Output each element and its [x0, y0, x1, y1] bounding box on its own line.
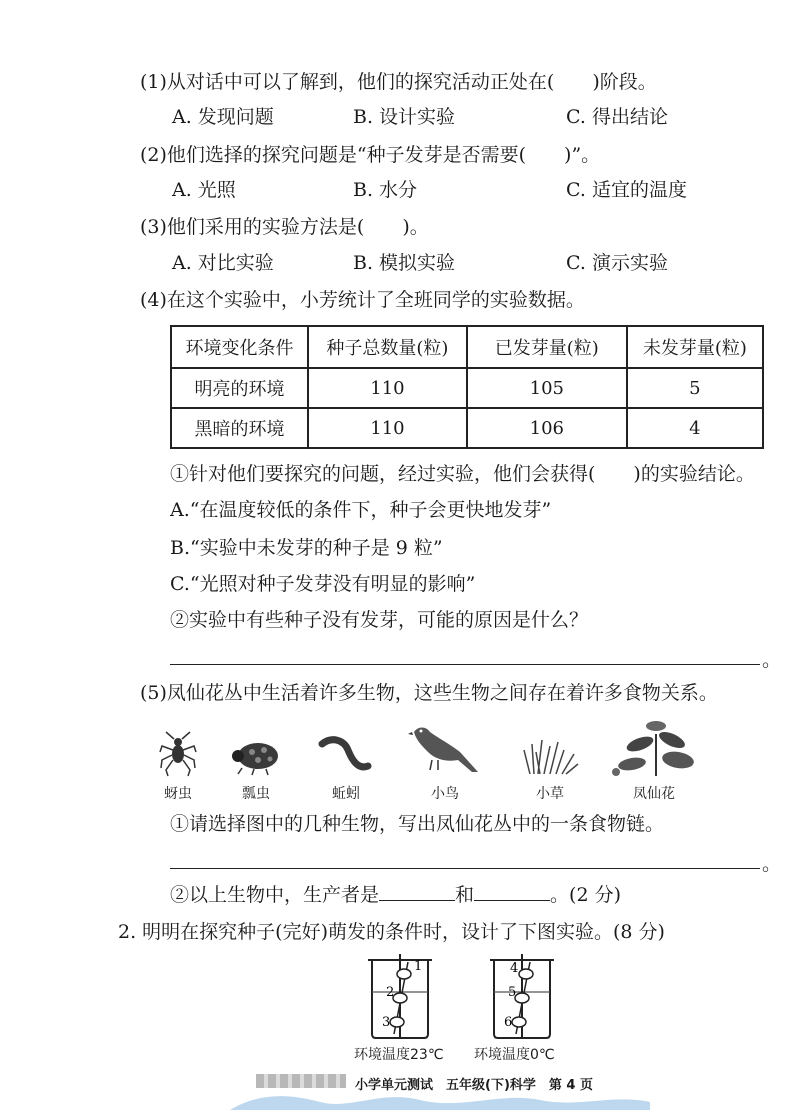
- organism-label: 蚜虫: [164, 786, 192, 802]
- period-mark: 。: [762, 649, 782, 671]
- answer-line[interactable]: [170, 868, 760, 869]
- seed-label: 3: [382, 1015, 391, 1030]
- aphid-figure: [156, 730, 200, 802]
- beaker-1: [364, 954, 436, 1044]
- table-cell: 明亮的环境: [171, 368, 308, 408]
- bird-figure: [408, 722, 482, 802]
- table-row: [171, 408, 763, 448]
- q1-sub5-stem: (5)凤仙花丛中生活着许多生物，这些生物之间存在着许多食物关系。: [140, 682, 718, 704]
- table-cell: 110: [308, 368, 467, 408]
- grass-icon: [520, 730, 580, 778]
- seed-label: 2: [386, 985, 395, 1000]
- q1-sub1-stem: (1)从对话中可以了解到，他们的探究活动正处在( )阶段。: [140, 71, 657, 93]
- aphid-icon: [156, 730, 200, 778]
- q1-sub4-stem: (4)在这个实验中，小芳统计了全班同学的实验数据。: [140, 289, 585, 311]
- q1-sub3-stem: (3)他们采用的实验方法是( )。: [140, 216, 429, 238]
- beaker-0c-icon: [486, 954, 558, 1040]
- seed-label: 4: [510, 961, 519, 976]
- q1-sub3-option-a: A. 对比实验: [172, 252, 274, 274]
- ladybug-figure: [228, 730, 284, 802]
- producer-and: 和: [455, 884, 475, 906]
- table-cell: 110: [308, 408, 467, 448]
- organism-label: 蚯蚓: [332, 786, 360, 802]
- table-header-cell: 种子总数量(粒): [308, 326, 467, 368]
- table-cell: 4: [627, 408, 763, 448]
- beaker-2: [486, 954, 558, 1044]
- blurred-logo: [256, 1074, 346, 1088]
- beaker-23c-icon: [364, 954, 436, 1040]
- organism-label: 凤仙花: [633, 786, 675, 802]
- table-cell: 黑暗的环境: [171, 408, 308, 448]
- organism-label: 小鸟: [431, 786, 459, 802]
- q1-sub4-option-c: C.“光照对种子发芽没有明显的影响”: [170, 573, 476, 595]
- beaker-2-caption: 环境温度0℃: [474, 1047, 555, 1063]
- table-cell: 5: [627, 368, 763, 408]
- earthworm-icon: [318, 730, 374, 778]
- q1-sub2-option-b: B. 水分: [353, 179, 418, 201]
- q1-sub4-option-a: A.“在温度较低的条件下，种子会更快地发芽”: [170, 499, 552, 521]
- page-footer: 小学单元测试 五年级(下)科学 第 4 页: [355, 1078, 593, 1093]
- q1-sub3-option-b: B. 模拟实验: [353, 252, 456, 274]
- q2-stem: 2. 明明在探究种子(完好)萌发的条件时，设计了下图实验。(8 分): [118, 921, 665, 943]
- table-header-cell: 未发芽量(粒): [627, 326, 763, 368]
- q1-sub1-option-b: B. 设计实验: [353, 106, 456, 128]
- table-header-cell: 已发芽量(粒): [467, 326, 627, 368]
- ladybug-icon: [228, 730, 284, 778]
- producer-blank-2[interactable]: [474, 882, 550, 901]
- q1-sub1-option-a: A. 发现问题: [172, 106, 274, 128]
- table-row: [171, 368, 763, 408]
- period-mark: 。: [762, 853, 782, 875]
- balsam-flower-figure: [606, 714, 702, 802]
- q1-sub4-part2: ②实验中有些种子没有发芽，可能的原因是什么？: [170, 609, 589, 631]
- answer-line[interactable]: [170, 664, 760, 665]
- bird-icon: [408, 722, 482, 778]
- grass-figure: [520, 730, 580, 802]
- table-cell: 106: [467, 408, 627, 448]
- q1-sub5-part1: ①请选择图中的几种生物，写出凤仙花丛中的一条食物链。: [170, 813, 665, 835]
- table-header-cell: 环境变化条件: [171, 326, 308, 368]
- organism-label: 小草: [536, 786, 564, 802]
- table-header-row: [171, 326, 763, 368]
- q1-sub2-stem: (2)他们选择的探究问题是“种子发芽是否需要( )”。: [140, 144, 601, 166]
- q1-sub2-option-a: A. 光照: [172, 179, 236, 201]
- q1-sub2-option-c: C. 适宜的温度: [566, 179, 687, 201]
- organism-label: 瓢虫: [242, 786, 270, 802]
- seed-label: 1: [414, 959, 423, 974]
- wave-decoration-icon: [230, 1088, 650, 1110]
- q1-sub5-part2: [170, 882, 621, 907]
- table-cell: 105: [467, 368, 627, 408]
- q1-sub4-option-b: B.“实验中未发芽的种子是 9 粒”: [170, 537, 443, 559]
- balsam-flower-icon: [606, 714, 702, 778]
- producer-prompt: ②以上生物中，生产者是: [170, 884, 380, 906]
- producer-blank-1[interactable]: [379, 882, 455, 901]
- seed-data-table: [170, 325, 764, 449]
- q1-sub3-option-c: C. 演示实验: [566, 252, 668, 274]
- beaker-1-caption: 环境温度23℃: [354, 1047, 444, 1063]
- producer-suffix: 。(2 分): [550, 884, 621, 906]
- q1-sub4-part1: ①针对他们要探究的问题，经过实验，他们会获得( )的实验结论。: [170, 463, 755, 485]
- q1-sub1-option-c: C. 得出结论: [566, 106, 668, 128]
- seed-label: 6: [504, 1015, 513, 1030]
- earthworm-figure: [318, 730, 374, 802]
- seed-label: 5: [508, 985, 517, 1000]
